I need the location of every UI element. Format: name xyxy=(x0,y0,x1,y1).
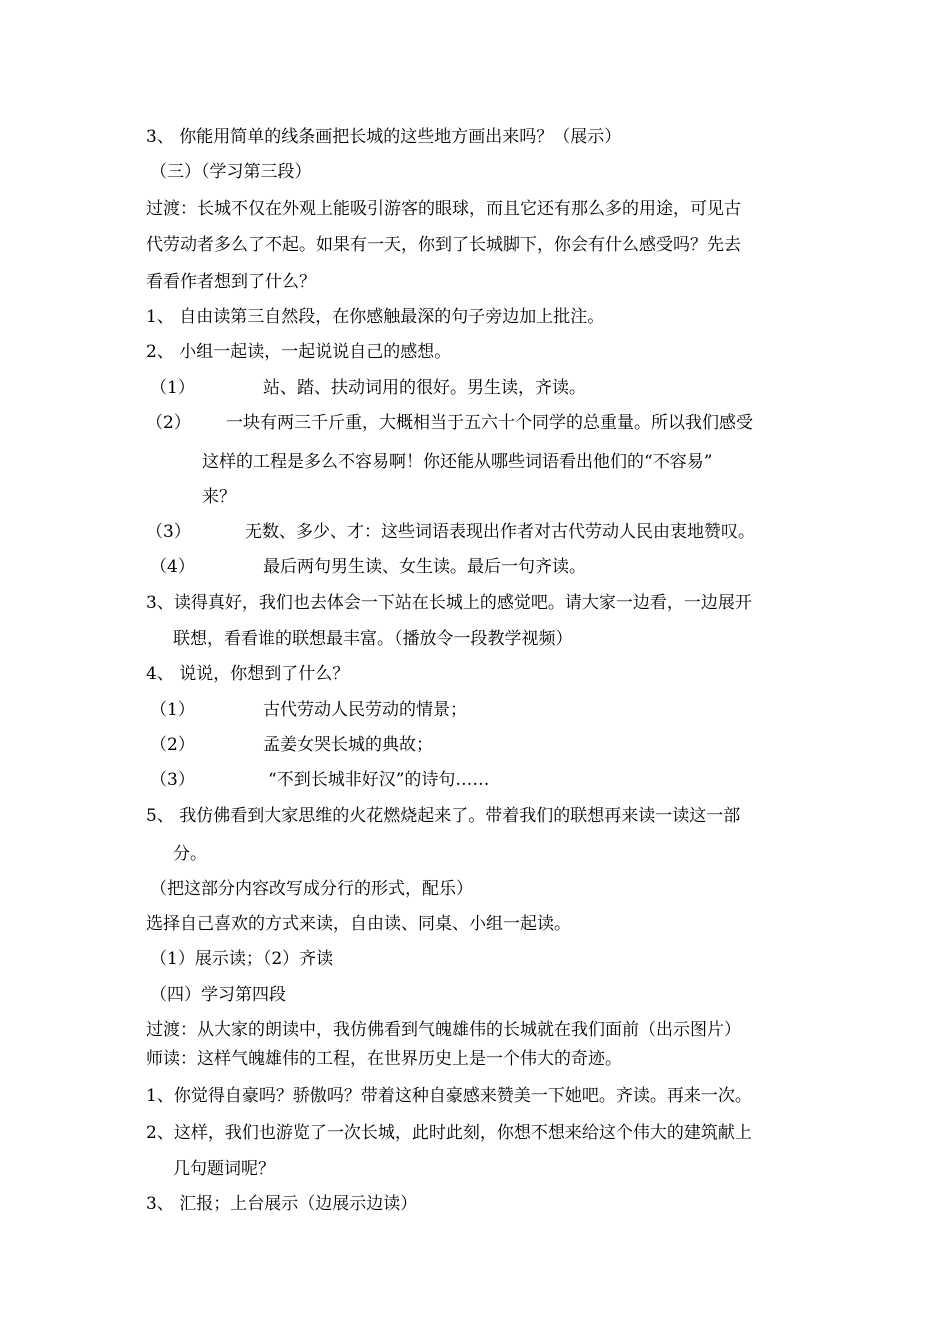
list-text: 一块有两三千斤重，大概相当于五六十个同学的总重量。所以我们感受 xyxy=(226,413,753,433)
text-line: （1）展示读；（2）齐读 xyxy=(150,949,334,969)
list-text: 无数、多少、才：这些词语表现出作者对古代劳动人民由衷地赞叹。 xyxy=(245,522,755,542)
list-number: （4） xyxy=(150,557,195,577)
list-text: 站、踏、扶动词用的很好。男生读，齐读。 xyxy=(263,378,586,398)
text-line: 3、 你能用简单的线条画把长城的这些地方画出来吗？（展示） xyxy=(146,127,622,147)
text-line: 3、 汇报；上台展示（边展示边读） xyxy=(146,1194,418,1214)
text-line: 2、 小组一起读，一起说说自己的感想。 xyxy=(146,342,452,362)
list-number: （3） xyxy=(146,522,191,542)
list-number: （1） xyxy=(150,700,195,720)
text-line: 选择自己喜欢的方式来读，自由读、同桌、小组一起读。 xyxy=(146,914,571,934)
list-number: （2） xyxy=(146,413,191,433)
text-line: 看看作者想到了什么？ xyxy=(146,272,316,292)
text-line: 师读：这样气魄雄伟的工程，在世界历史上是一个伟大的奇迹。 xyxy=(146,1049,622,1069)
text-line: 4、 说说，你想到了什么？ xyxy=(146,664,350,684)
text-line: 1、你觉得自豪吗？骄傲吗？带着这种自豪感来赞美一下她吧。齐读。再来一次。 xyxy=(146,1086,752,1106)
list-text: 孟姜女哭长城的典故； xyxy=(263,735,433,755)
text-line: 联想，看看谁的联想最丰富。（播放令一段教学视频） xyxy=(173,629,573,649)
text-line: 3、读得真好，我们也去体会一下站在长城上的感觉吧。请大家一边看，一边展开 xyxy=(146,593,752,613)
list-number: （1） xyxy=(150,378,195,398)
text-line: 这样的工程是多么不容易啊！你还能从哪些词语看出他们的“不容易” xyxy=(202,452,713,472)
list-item xyxy=(150,734,433,756)
text-line: 过渡：长城不仅在外观上能吸引游客的眼球，而且它还有那么多的用途，可见古 xyxy=(146,199,741,219)
text-line: 来？ xyxy=(202,487,236,507)
list-item xyxy=(146,521,755,543)
list-number: （3） xyxy=(150,770,195,790)
list-text: “不到长城非好汉”的诗句…… xyxy=(268,770,490,790)
text-line: 过渡：从大家的朗读中，我仿佛看到气魄雄伟的长城就在我们面前（出示图片） xyxy=(146,1020,741,1040)
text-line: 分。 xyxy=(173,844,207,864)
text-line: 1、 自由读第三自然段，在你感触最深的句子旁边加上批注。 xyxy=(146,307,605,327)
list-item xyxy=(150,769,489,791)
text-line: 5、 我仿佛看到大家思维的火花燃烧起来了。带着我们的联想再来读一读这一部 xyxy=(146,806,741,826)
text-line: 代劳动者多么了不起。如果有一天，你到了长城脚下，你会有什么感受吗？先去 xyxy=(146,235,741,255)
list-text: 最后两句男生读、女生读。最后一句齐读。 xyxy=(263,557,586,577)
list-item xyxy=(146,412,753,434)
text-line: 几句题词呢？ xyxy=(173,1159,275,1179)
list-item xyxy=(150,377,586,399)
list-number: （2） xyxy=(150,735,195,755)
section-heading: （四）学习第四段 xyxy=(150,985,286,1005)
list-item xyxy=(150,556,586,578)
text-line: 2、这样，我们也游览了一次长城，此时此刻，你想不想来给这个伟大的建筑献上 xyxy=(146,1123,752,1143)
list-text: 古代劳动人民劳动的情景； xyxy=(263,700,467,720)
list-item xyxy=(150,699,467,721)
text-line: （把这部分内容改写成分行的形式，配乐） xyxy=(150,879,473,899)
section-heading: （三）（学习第三段） xyxy=(150,162,312,182)
